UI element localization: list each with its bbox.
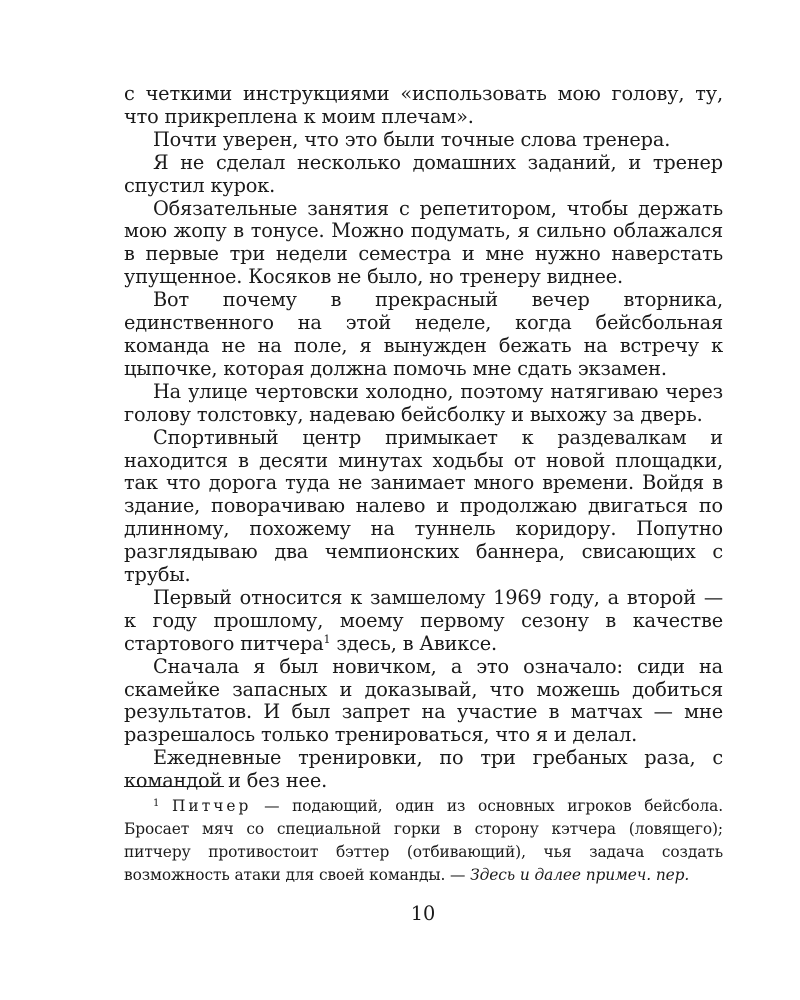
paragraph-8-text: Первый относится к замшелому 1969 году, а второй — к году прошлому, моему первому сезону в качестве стартового питчера xyxy=(124,585,723,655)
footnote-number: 1 xyxy=(153,798,160,809)
paragraph-8 xyxy=(124,587,723,656)
paragraph-9: Сначала я был новичком, а это означало: сиди на скамейке запасных и доказывай, что можешь добиться результатов. И был запрет на участие в матчах — мне разрешалось только тренироваться, что я и делал. xyxy=(124,654,723,747)
main-text xyxy=(124,83,723,793)
paragraph-6: На улице чертовски холодно, поэтому натягиваю через голову толстовку, надеваю бейсболку и выхожу за дверь. xyxy=(124,379,723,426)
footnote-term: Питчер xyxy=(172,797,252,815)
paragraph-8-end: здесь, в Авиксе. xyxy=(330,631,498,655)
paragraph-7: Спортивный центр примыкает к раздевалкам и находится в десяти минутах ходьбы от новой площадки, так что дорога туда не занимает много времени. Войдя в здание, поворачиваю налево и продолжаю двигаться по длинному, похожему на туннель коридору. Попутно разглядываю два чемпионских баннера, свисающих с трубы. xyxy=(124,425,723,587)
paragraph-5: Вот почему в прекрасный вечер вторника, единственного на этой неделе, когда бейсбольная команда не на поле, я вынужден бежать на встречу к цыпочке, которая должна помочь мне сдать экзамен. xyxy=(124,288,723,380)
footnote-editor-note: Здесь и далее примеч. пер. xyxy=(470,866,690,884)
footnote-divider xyxy=(124,786,224,787)
footnote xyxy=(124,795,723,887)
paragraph-1: с четкими инструкциями «использовать мою голову, ту, что прикреплена к моим плечам». xyxy=(124,82,723,128)
paragraph-2: Почти уверен, что это были точные слова тренера. xyxy=(153,127,671,151)
footnote-reference: 1 xyxy=(323,632,331,646)
paragraph-3: Я не сделал несколько домашних заданий, и тренер спустил курок. xyxy=(124,150,723,197)
page-number: 10 xyxy=(410,902,436,925)
paragraph-10: Ежедневные тренировки, по три гребаных раза, с командой и без нее. xyxy=(124,746,723,793)
paragraph-4: Обязательные занятия с репетитором, чтобы держать мою жопу в тонусе. Можно подумать, я сильно облажался в первые три недели семестра и мне нужно наверстать упущенное. Косяков не было, но тренеру виднее. xyxy=(124,196,723,289)
footnote-text: — подающий, один из основных игроков бейсбола. Бросает мяч со специальной горки в сторону кэтчера (ловящего); питчеру противостоит бэттер (отбивающий), чья задача создать возможность атаки для своей команды. — xyxy=(124,797,723,884)
